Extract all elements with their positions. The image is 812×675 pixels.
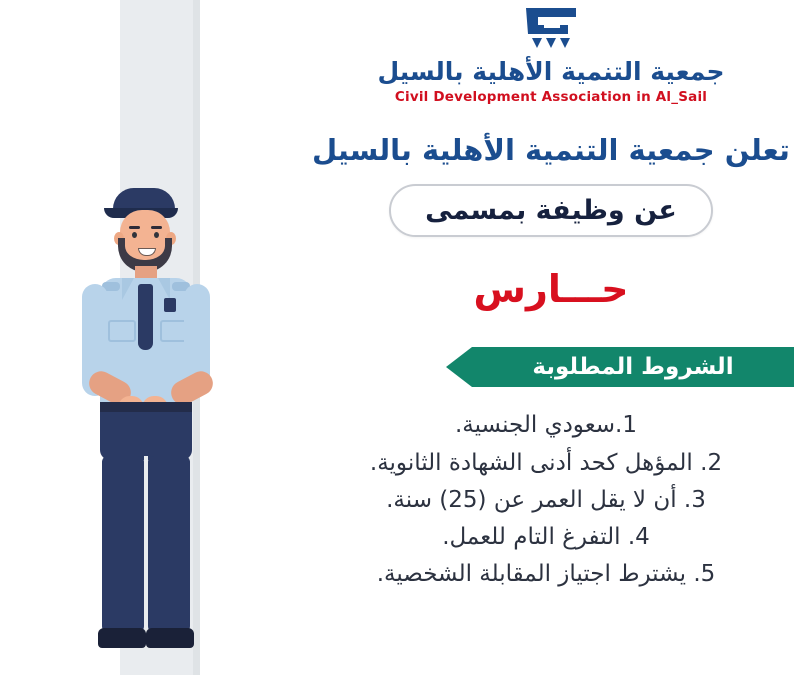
guard-badge-icon <box>164 298 176 312</box>
list-item: 1.سعودي الجنسية. <box>454 412 638 439</box>
guard-leg-left <box>102 456 144 634</box>
association-logo <box>336 6 766 105</box>
job-label-pill: عن وظيفة بمسمى <box>389 184 713 237</box>
association-logo-mark-icon <box>336 6 766 52</box>
requirements-list <box>310 407 782 593</box>
guard-collar-left <box>122 278 134 300</box>
security-guard-figure <box>60 180 240 675</box>
association-name-english: Civil Development Association in Al_Sail <box>394 89 708 106</box>
guard-illustration <box>0 0 290 675</box>
guard-shoe-left <box>98 628 146 648</box>
guard-collar-right <box>158 278 170 300</box>
job-title: حـــارس <box>473 267 629 312</box>
guard-leg-right <box>148 456 190 634</box>
guard-shoe-right <box>146 628 194 648</box>
guard-necktie <box>138 284 153 350</box>
job-label-wrapper <box>290 184 812 237</box>
association-name-arabic: جمعية التنمية الأهلية بالسيل <box>377 57 725 86</box>
guard-leg-gap <box>144 456 148 634</box>
requirements-banner-arrow <box>446 347 472 387</box>
list-item: 4. التفرغ التام للعمل. <box>442 524 650 551</box>
guard-hips <box>100 412 192 460</box>
guard-eyebrow-right <box>151 226 162 229</box>
announcement-headline: تعلن جمعية التنمية الأهلية بالسيل <box>312 133 790 168</box>
requirements-banner: الشروط المطلوبة <box>472 347 794 387</box>
requirements-banner-wrapper <box>290 347 812 391</box>
list-item: 3. أن لا يقل العمر عن (25) سنة. <box>386 486 706 513</box>
guard-eyebrow-left <box>129 226 140 229</box>
guard-pocket-left <box>108 320 136 342</box>
list-item: 5. يشترط اجتياز المقابلة الشخصية. <box>376 561 716 588</box>
poster-content <box>290 0 812 675</box>
list-item: 2. المؤهل كحد أدنى الشهادة الثانوية. <box>369 449 723 476</box>
